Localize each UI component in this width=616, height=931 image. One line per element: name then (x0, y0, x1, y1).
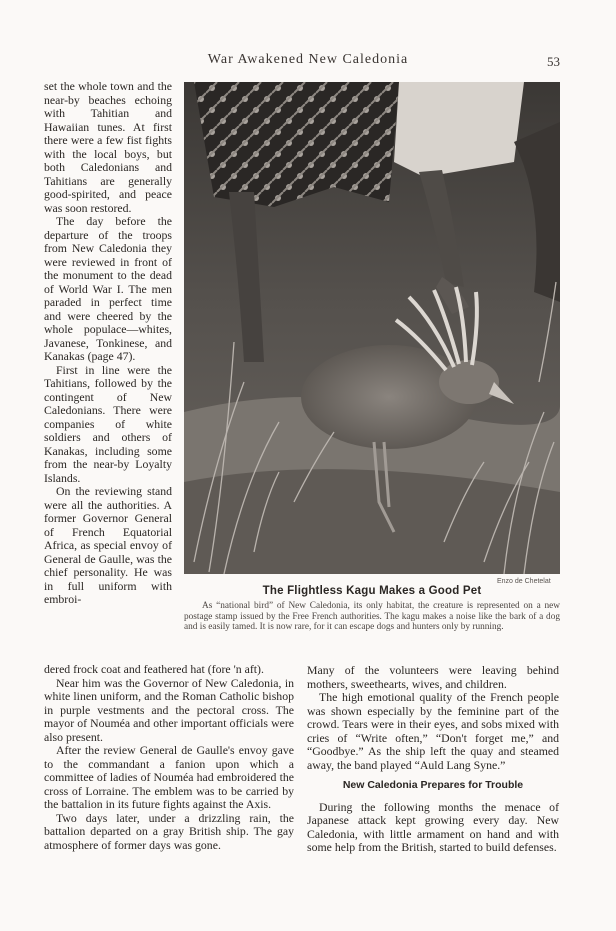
paragraph: The high emotional quality of the French people was shown especially by the feminine part of the crowd. Tears were in their eyes, and sobs mixed with cries of “Write often,” “Don't forget me,” and “Goodbye.” As the ship left the quay and steamed away, the band played “Auld Lang Syne.” (307, 690, 559, 772)
paragraph: After the review General de Gaulle's envoy gave to the commandant a fanion upon which a committee of ladies of Nouméa had embroidered the cross of Lorraine. The emblem was to be carried by the battalion in its future fights against the Axis. (44, 743, 294, 811)
paragraph: Near him was the Governor of New Caledonia, in white linen uniform, and the Roman Catholic bishop in purple vestments and the pectoral cross. The mayor of Nouméa and other important officials were also present. (44, 675, 294, 744)
paragraph: set the whole town and the near-by beaches echoing with Tahitian and Hawaiian tunes. At first there were a few fist fights with the local boys, but both Caledonians and Tahitians are generally good-spirited, and peace was soon restored. (44, 79, 172, 215)
paragraph: Many of the volunteers were leaving behind mothers, sweethearts, wives, and children. (307, 663, 559, 691)
paragraph: First in line were the Tahitians, followed by the contingent of New Caledonians. There were companies of white soldiers and others of Kanakas, including some from the near-by Loyalty Islands. (44, 362, 172, 485)
caption-title: The Flightless Kagu Makes a Good Pet (262, 585, 482, 597)
page-number: 53 (547, 54, 560, 69)
photo-credit: Enzo de Chetelat (497, 578, 551, 585)
narrow-text-column (44, 80, 172, 607)
kagu-photograph (184, 82, 560, 574)
paragraph: Two days later, under a drizzling rain, the battalion departed on a gray British ship. The gay atmosphere of former days was gone. (44, 810, 294, 852)
left-text-column (44, 663, 294, 852)
paragraph: dered frock coat and feathered hat (fore 'n aft). (44, 662, 264, 676)
right-text-column (307, 664, 559, 855)
caption-text: As “national bird” of New Caledonia, its only habitat, the creature is represented on a new postage stamp issued by the Free French authorities. The kagu makes a noise like the bark of a dog and is easily tamed. It is now rare, for it can escape dogs and hunters only by running. (184, 601, 560, 633)
section-subheading: New Caledonia Prepares for Trouble (342, 779, 524, 791)
paragraph: On the reviewing stand were all the authorities. A former Governor General of French Equatorial Africa, as special envoy of General de Gaulle, was the chief personality. He was in full uniform with embroi- (44, 484, 172, 606)
paragraph: The day before the departure of the troops from New Caledonia they were reviewed in front of the monument to the dead of World War I. The men paraded in perfect time and were cheered by the whole populace—whites, Javanese, Tonkinese, and Kanakas (page 47). (44, 214, 172, 363)
paragraph: During the following months the menace of Japanese attack kept growing every day. New Caledonia, with little armament on hand and with some help from the British, started to build defenses. (307, 799, 559, 854)
running-header: War Awakened New Caledonia (207, 52, 409, 67)
